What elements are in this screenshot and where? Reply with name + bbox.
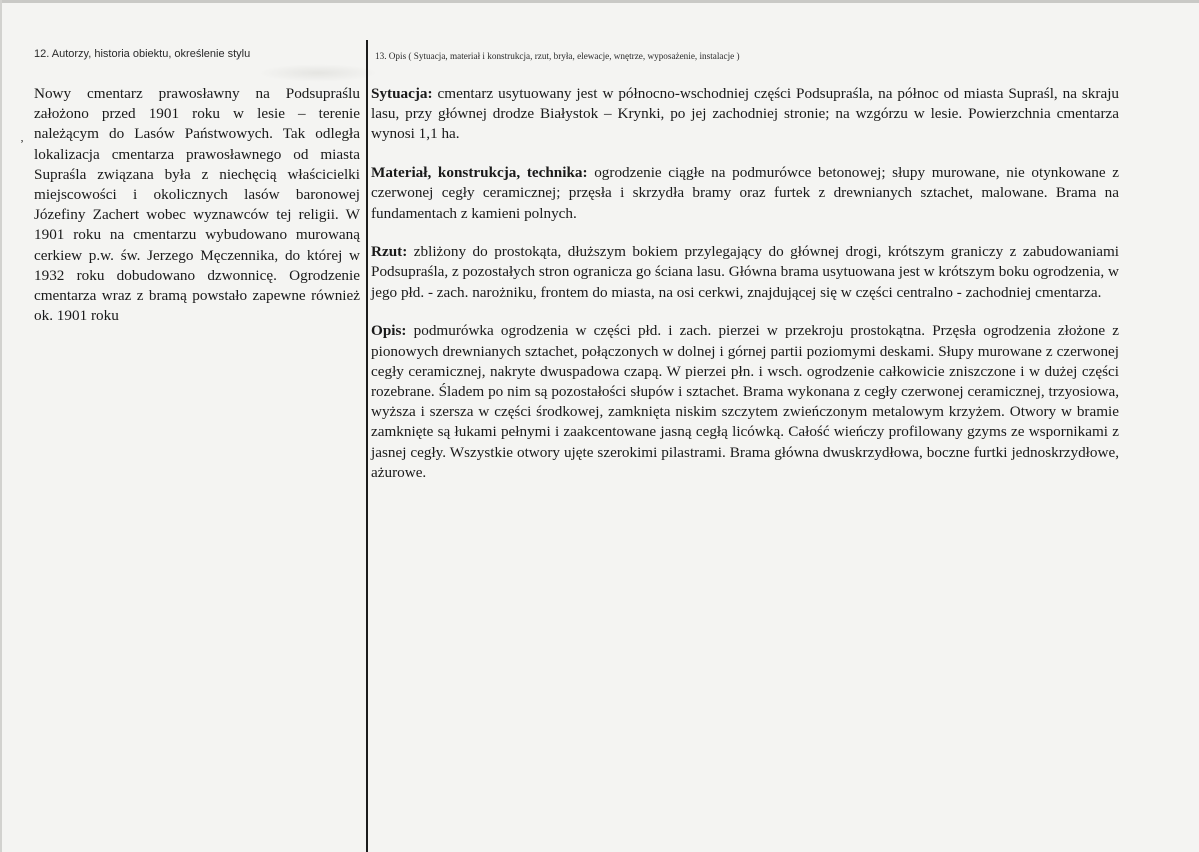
text-plan: zbliżony do prostokąta, dłuższym bokiem przylegający do głównej drogi, krótszym graniczy z zabudowaniami Podsupraśla, z pozostałych stron ogranicza go ściana lasu. Główna brama usytuowana jest w krótszym boku ogrodzenia, w jego płd. - zach. narożniku, frontem do miasta, na osi cerkwi, znajdującej się w części centralno - zachodniej cmentarza. (371, 243, 1120, 301)
scan-edge-top (0, 0, 1199, 3)
scan-edge-left (0, 0, 2, 852)
label-description: Opis: (371, 322, 407, 340)
paragraph-material (371, 163, 1119, 224)
left-section-header: 12. Autorzy, historia obiektu, określenie stylu (34, 48, 251, 60)
label-plan: Rzut: (371, 243, 408, 261)
label-situation: Sytuacja: (371, 85, 433, 102)
text-material: ogrodzenie ciągłe na podmurówce betonowej; słupy murowane, nie otynkowane z czerwonej cegły ceramicznej; przęsła i skrzydła bramy oraz furtek z drewnianych sztachet, malowane. Brama na fundamentach z kamieni polnych. (371, 164, 1119, 222)
scan-smudge (258, 64, 378, 82)
paragraph-situation (371, 84, 1119, 145)
label-material: Materiał, konstrukcja, technika: (371, 164, 588, 182)
stray-mark: ‚ (20, 130, 24, 144)
right-section-header: 13. Opis ( Sytuacja, materiał i konstrukcja, rzut, bryła, elewacje, wnętrze, wyposażenie, instalacje ) (375, 51, 740, 61)
paragraph-plan (371, 242, 1119, 303)
description-column (371, 84, 1119, 501)
column-divider (366, 40, 368, 852)
history-text: Nowy cmentarz prawosławny na Podsupraślu założono przed 1901 roku w lesie – terenie należącym do Lasów Państwowych. Tak odległa lokalizacja cmentarza prawosławnego od miasta Supraśla związana była z niechęcią właścicielki miejscowości i okolicznych lasów baronowej Józefiny Zachert wobec wyznawców tej religii. W 1901 roku na cmentarzu wybudowano murowaną cerkiew p.w. św. Jerzego Męczennika, do której w 1932 roku dobudowano dzwonnicę. Ogrodzenie cmentarza wraz z bramą powstało zapewne również ok. 1901 roku (34, 85, 360, 325)
text-description: podmurówka ogrodzenia w części płd. i zach. pierzei w przekroju prostokątna. Przęsła ogrodzenia złożone z pionowych drewnianych sztachet, połączonych w dolnej i górnej partii poziomymi deskami. Słupy murowane z czerwonej cegły ceramicznej, nakryte dwuspadowa czapą. W pierzei płn. i wsch. ogrodzenie całkowicie zniszczone i w dużej części rozebrane. Śladem po nim są pozostałości słupów i sztachet. Brama wykonana z cegły czerwonej ceramicznej, trzyosiowa, wyższa i szersza w części środkowej, zamknięta niskim szczytem zwieńczonym metalowym krzyżem. Otwory w bramie zamknięte są łukami pełnymi i zaakcentowane jasną cegłą licówką. Całość wieńczy profilowany gzyms ze wspornikami z jasnej cegły. Wszystkie otwory ujęte szerokimi pilastrami. Brama główna dwuskrzydłowa, boczne furtki jednoskrzydłowe, ażurowe. (371, 322, 1119, 481)
text-situation: cmentarz usytuowany jest w północno-wschodniej części Podsupraśla, na północ od miasta Supraśl, na skraju lasu, przy głównej drodze Białystok – Krynki, po jej zachodniej stronie; na wzgórzu w lesie. Powierzchnia cmentarza wynosi 1,1 ha. (371, 85, 1120, 143)
paragraph-description (371, 321, 1119, 483)
